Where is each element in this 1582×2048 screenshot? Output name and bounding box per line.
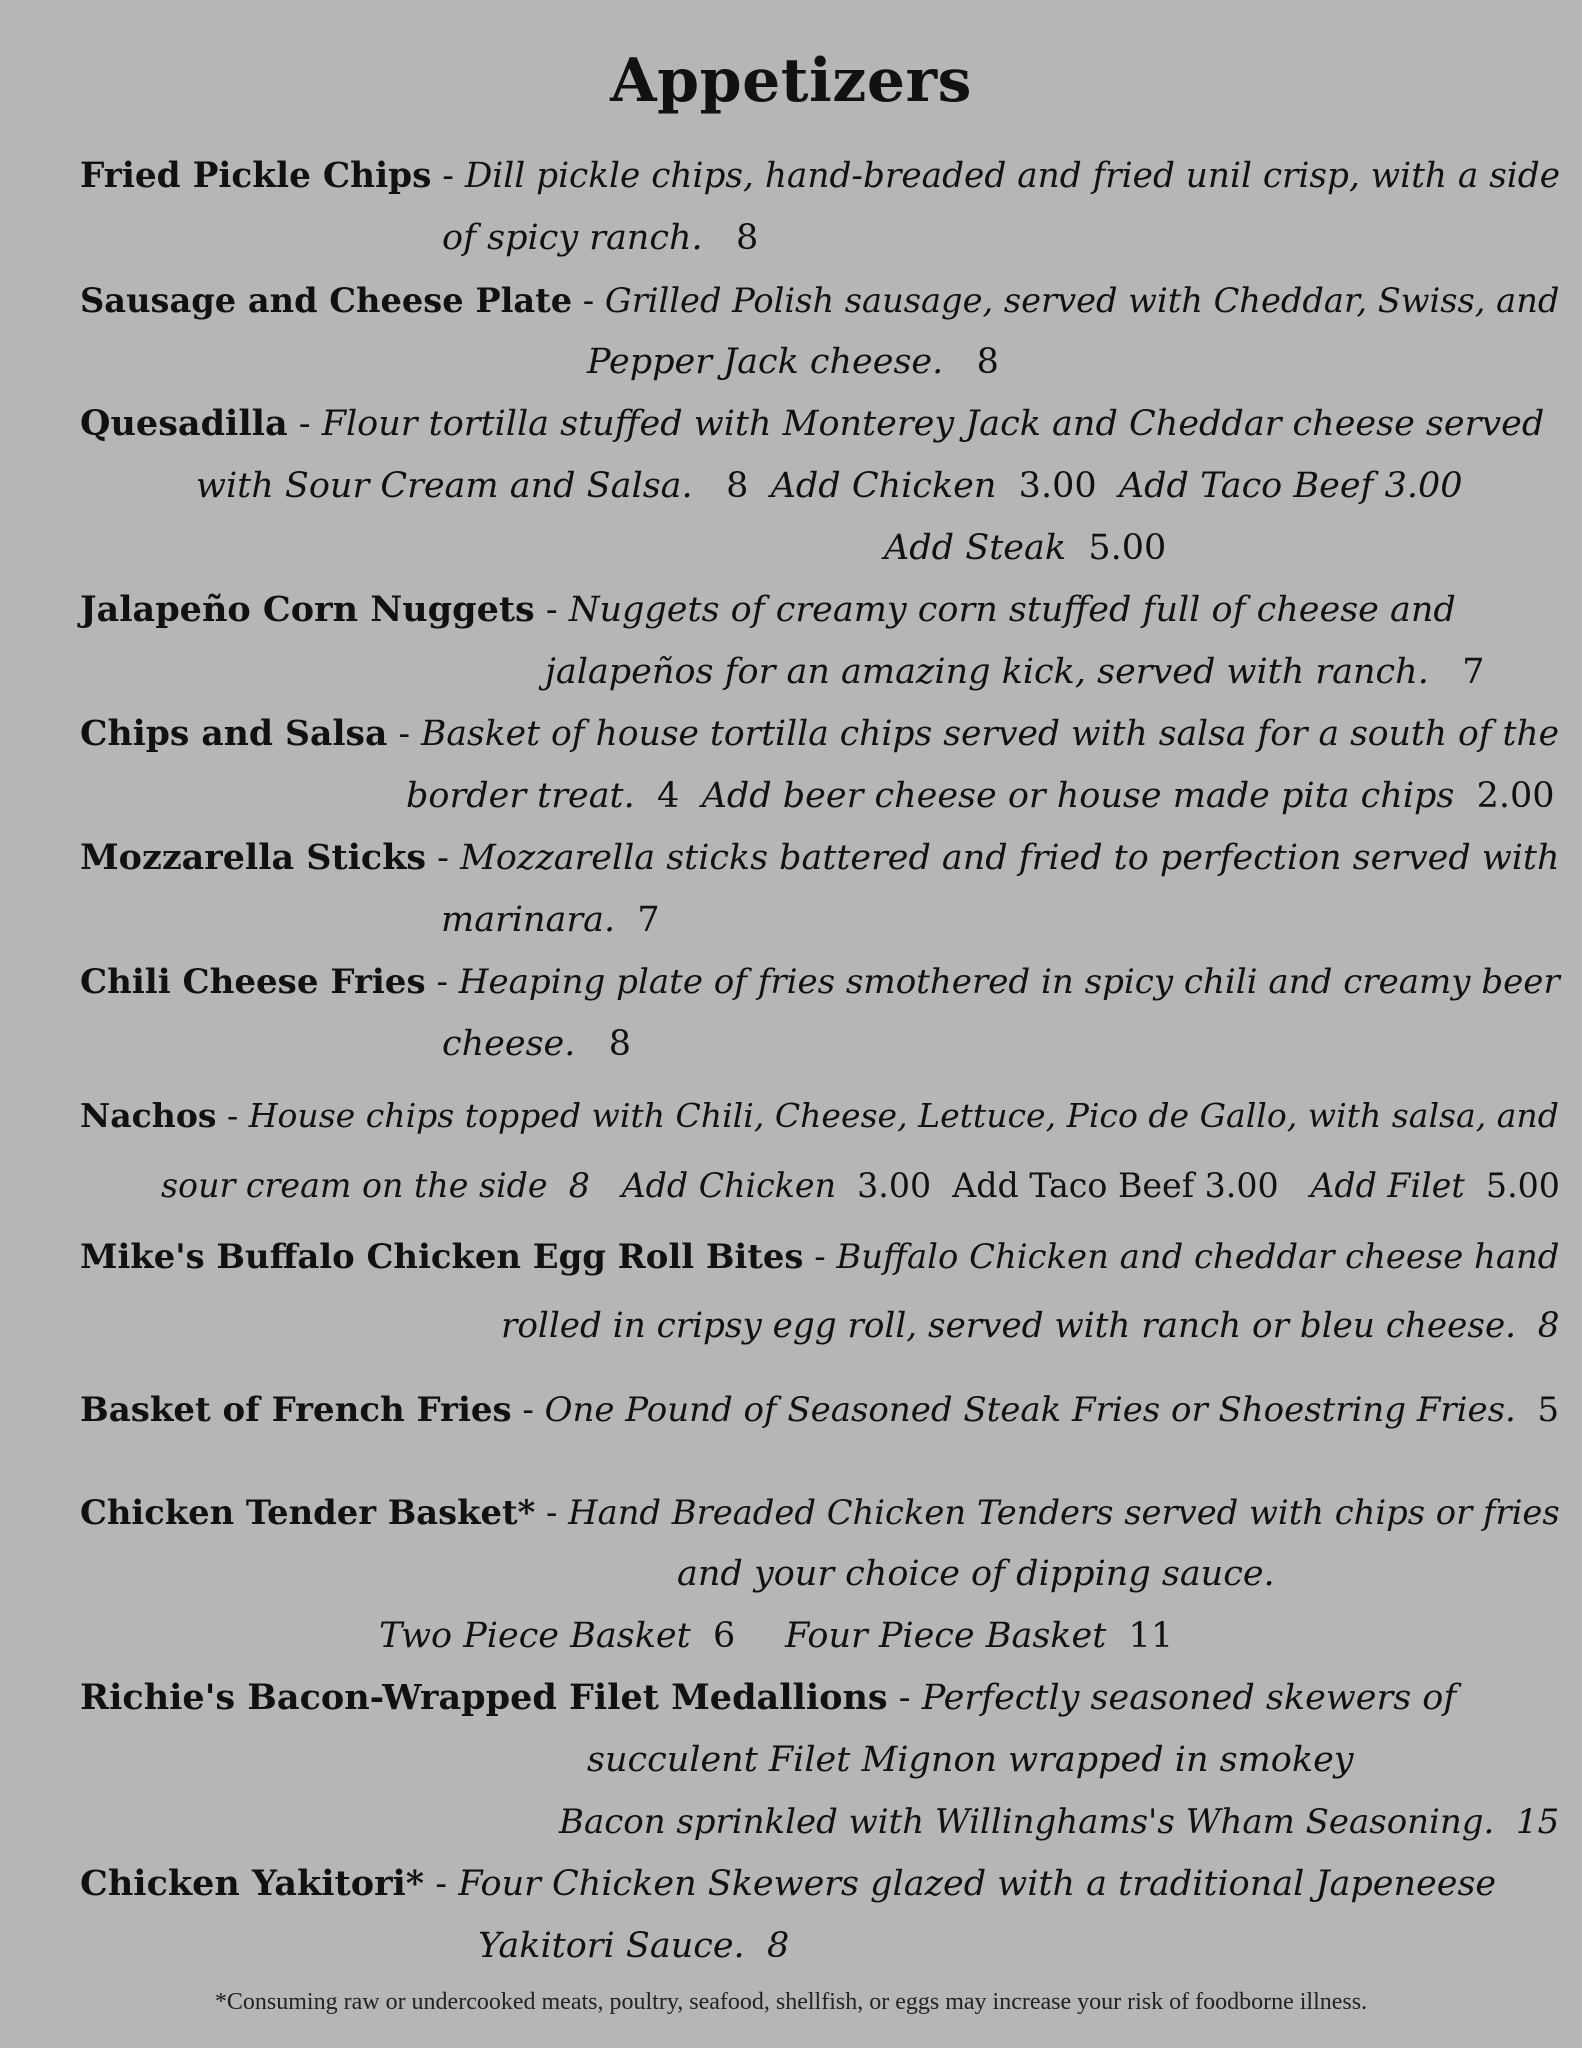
item-price: 8 bbox=[976, 342, 999, 382]
addon-price: 3.00 bbox=[1018, 466, 1097, 506]
item-name: Chili Cheese Fries bbox=[80, 962, 426, 1002]
item-description: Perfectly seasoned skewers of bbox=[921, 1678, 1457, 1718]
addon-label: Add Chicken bbox=[621, 1166, 836, 1205]
item-price: 5 bbox=[1537, 1390, 1560, 1430]
addon-price: 5.00 bbox=[1485, 1166, 1560, 1205]
item-price: 8 bbox=[726, 466, 749, 506]
item-description: succulent Filet Mignon wrapped in smokey bbox=[587, 1740, 1354, 1780]
item-options-line bbox=[785, 1614, 1173, 1658]
item-fried-pickle-chips: Fried Pickle Chips - Dill pickle chips, hand-breaded and fried unil crisp, with a side bbox=[80, 156, 1561, 196]
item-name: Quesadilla bbox=[80, 403, 288, 444]
item-description: with Sour Cream and Salsa. bbox=[196, 466, 693, 506]
item-description-cont bbox=[501, 1304, 1560, 1348]
addon-label: Add Filet bbox=[1310, 1166, 1465, 1205]
item-description: and your choice of dipping sauce. bbox=[677, 1554, 1275, 1594]
item-description-cont bbox=[406, 774, 1555, 818]
item-description: Buffalo Chicken and cheddar cheese hand bbox=[836, 1237, 1560, 1276]
item-description-cont bbox=[587, 1738, 1354, 1782]
item-description-cont bbox=[196, 464, 1463, 508]
item-name: Richie's Bacon-Wrapped Filet Medallions bbox=[80, 1677, 888, 1718]
item-description: Bacon sprinkled with Willinghams's Wham Seasoning. bbox=[559, 1802, 1495, 1842]
item-description: Nuggets of creamy corn stuffed full of cheese and bbox=[568, 590, 1456, 630]
item-name: Mozzarella Sticks bbox=[80, 837, 427, 878]
item-description: border treat. bbox=[406, 776, 635, 816]
item-price: 7 bbox=[637, 900, 660, 940]
addon-price: 3.00 bbox=[1204, 1166, 1279, 1205]
addon-label: Add Steak bbox=[884, 528, 1067, 568]
item-price: 8 bbox=[736, 218, 759, 258]
item-description: sour cream on the side bbox=[161, 1166, 548, 1205]
addon-label: Add Taco Beef bbox=[952, 1166, 1195, 1205]
item-jalapeno-corn-nuggets: Jalapeño Corn Nuggets - Nuggets of creamy corn stuffed full of cheese and bbox=[80, 589, 1456, 630]
item-description: Flour tortilla stuffed with Monterey Jack and Cheddar cheese served bbox=[321, 404, 1545, 444]
item-price: 7 bbox=[1462, 652, 1485, 692]
item-name: Chips and Salsa bbox=[80, 714, 388, 754]
item-description: Four Chicken Skewers glazed with a traditional Japeneese bbox=[458, 1864, 1497, 1904]
item-name: Basket of French Fries bbox=[80, 1390, 512, 1430]
item-name: Sausage and Cheese Plate bbox=[80, 280, 573, 320]
item-description: Dill pickle chips, hand-breaded and fried unil crisp, with a side bbox=[464, 156, 1561, 196]
menu-title: Appetizers bbox=[610, 46, 972, 116]
item-buffalo-chicken-egg-roll-bites: Mike's Buffalo Chicken Egg Roll Bites - Buffalo Chicken and cheddar cheese hand bbox=[80, 1236, 1560, 1276]
addon-price: 3.00 bbox=[857, 1166, 932, 1205]
item-name: Chicken Yakitori* bbox=[80, 1863, 425, 1904]
item-name: Mike's Buffalo Chicken Egg Roll Bites bbox=[80, 1236, 804, 1276]
item-chicken-tender-basket: Chicken Tender Basket* - Hand Breaded Chicken Tenders served with chips or fries bbox=[80, 1492, 1560, 1532]
item-bacon-wrapped-filet-medallions: Richie's Bacon-Wrapped Filet Medallions - Perfectly seasoned skewers of bbox=[80, 1677, 1457, 1718]
item-price: 8 bbox=[766, 1926, 790, 1966]
item-price: 8 bbox=[1537, 1306, 1560, 1346]
addon-price: 3.00 bbox=[1384, 466, 1463, 506]
item-addon-line bbox=[884, 526, 1166, 570]
addon-price: 2.00 bbox=[1476, 776, 1555, 816]
item-description-cont bbox=[161, 1164, 1560, 1208]
item-quesadilla: Quesadilla - Flour tortilla stuffed with Monterey Jack and Cheddar cheese served bbox=[80, 403, 1545, 444]
item-chili-cheese-fries: Chili Cheese Fries - Heaping plate of fries smothered in spicy chili and creamy beer bbox=[80, 962, 1560, 1002]
item-name: Fried Pickle Chips bbox=[80, 156, 432, 196]
item-description-cont bbox=[545, 650, 1485, 694]
item-description-cont bbox=[441, 898, 660, 942]
addon-price: 5.00 bbox=[1088, 528, 1167, 568]
item-description: Basket of house tortilla chips served with salsa for a south of the bbox=[421, 714, 1560, 754]
item-description-cont bbox=[442, 216, 758, 260]
item-description: marinara. bbox=[441, 900, 616, 940]
item-description: Pepper Jack cheese. bbox=[587, 342, 944, 382]
option-price: 6 bbox=[712, 1616, 736, 1656]
item-description-cont bbox=[478, 1924, 789, 1968]
item-description-cont bbox=[442, 1022, 631, 1066]
item-price: 4 bbox=[657, 776, 680, 816]
item-price: 15 bbox=[1515, 1802, 1560, 1842]
item-description: Yakitori Sauce. bbox=[478, 1926, 745, 1966]
item-sausage-cheese-plate: Sausage and Cheese Plate - Grilled Polish sausage, served with Cheddar, Swiss, and bbox=[80, 280, 1560, 320]
item-description: House chips topped with Chili, Cheese, Lettuce, Pico de Gallo, with salsa, and bbox=[248, 1096, 1559, 1135]
option-price: 11 bbox=[1128, 1616, 1174, 1656]
item-description: of spicy ranch. bbox=[442, 218, 703, 258]
item-description: One Pound of Seasoned Steak Fries or Shoestring Fries. bbox=[544, 1390, 1516, 1430]
addon-label: Add beer cheese or house made pita chips bbox=[701, 776, 1455, 816]
option-label: Four Piece Basket bbox=[785, 1616, 1107, 1656]
item-chicken-yakitori: Chicken Yakitori* - Four Chicken Skewers glazed with a traditional Japeneese bbox=[80, 1863, 1497, 1904]
item-nachos: Nachos - House chips topped with Chili, Cheese, Lettuce, Pico de Gallo, with salsa, and bbox=[80, 1096, 1559, 1135]
item-description-cont bbox=[587, 340, 999, 384]
item-description: rolled in cripsy egg roll, served with ranch or bleu cheese. bbox=[501, 1306, 1517, 1346]
option-label: Two Piece Basket bbox=[379, 1616, 691, 1656]
item-description-cont bbox=[677, 1552, 1275, 1596]
item-name: Nachos bbox=[80, 1096, 217, 1135]
item-name: Jalapeño Corn Nuggets bbox=[80, 589, 535, 630]
item-price: 8 bbox=[608, 1024, 632, 1064]
item-description: jalapeños for an amazing kick, served with ranch. bbox=[545, 652, 1429, 692]
addon-label: Add Taco Beef bbox=[1118, 466, 1374, 506]
item-basket-of-french-fries: Basket of French Fries - One Pound of Seasoned Steak Fries or Shoestring Fries. 5 bbox=[80, 1390, 1560, 1430]
item-options-line bbox=[379, 1614, 735, 1658]
item-description: Heaping plate of fries smothered in spicy chili and creamy beer bbox=[458, 962, 1560, 1002]
addon-label: Add Chicken bbox=[770, 466, 997, 506]
item-price: 8 bbox=[568, 1166, 590, 1205]
foodborne-illness-footnote: *Consuming raw or undercooked meats, poultry, seafood, shellfish, or eggs may increase your risk of foodborne illness. bbox=[214, 1989, 1368, 2015]
item-description-cont bbox=[559, 1800, 1559, 1844]
item-mozzarella-sticks: Mozzarella Sticks - Mozzarella sticks battered and fried to perfection served with bbox=[80, 837, 1560, 878]
item-description: Mozzarella sticks battered and fried to perfection served with bbox=[460, 838, 1560, 878]
item-name: Chicken Tender Basket* bbox=[80, 1492, 536, 1532]
item-chips-and-salsa: Chips and Salsa - Basket of house tortilla chips served with salsa for a south of the bbox=[80, 714, 1560, 754]
item-description: Hand Breaded Chicken Tenders served with chips or fries bbox=[568, 1493, 1560, 1532]
item-description: Grilled Polish sausage, served with Cheddar, Swiss, and bbox=[604, 281, 1560, 320]
item-description: cheese. bbox=[442, 1024, 576, 1064]
